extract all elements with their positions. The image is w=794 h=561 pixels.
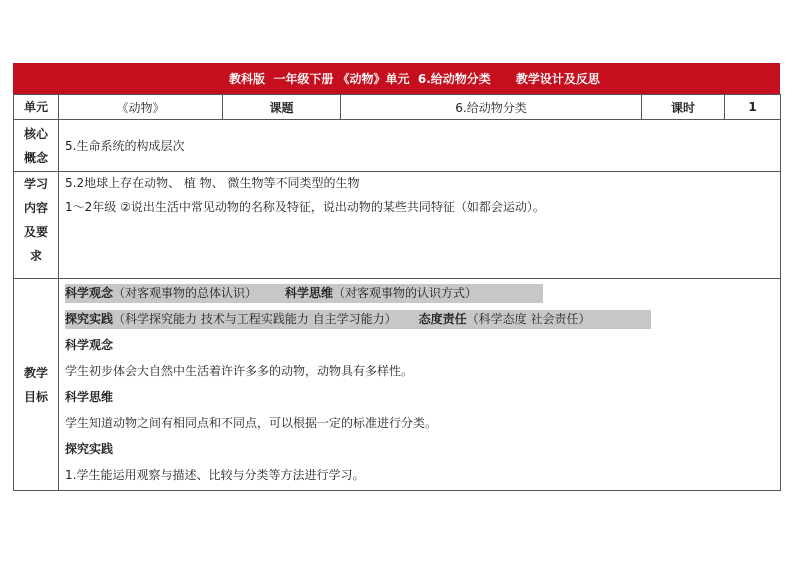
learning-content-row [14,172,781,279]
goal-text-science-thinking: 学生知道动物之间有相同点和不同点，可以根据一定的标准进行分类。 [65,416,438,430]
learning-content-label-line2: 内容 [23,201,48,215]
unit-label: 单元 [14,95,59,120]
goal-category-highlight-1 [65,284,543,303]
goal-category-highlight-2 [65,310,651,329]
goal-heading-inquiry-practice: 探究实践 [65,442,114,456]
learning-content-label [14,172,59,279]
goal-text-inquiry-practice: 1.学生能运用观察与描述、比较与分类等方法进行学习。 [65,468,365,482]
unit-value: 《动物》 [59,95,223,120]
topic-value: 6.给动物分类 [341,95,642,120]
teaching-goals-content [59,279,781,491]
goal-heading-science-thinking: 科学思维 [65,390,114,404]
category-attitude-responsibility-desc: （科学态度 社会责任） [466,312,591,326]
learning-content-label-line4: 求 [29,249,42,263]
teaching-goals-label-line2: 目标 [23,389,48,404]
lesson-plan-table [13,94,781,491]
category-science-concept: 科学观念 [65,286,114,300]
goal-category-row-1 [65,280,774,306]
learning-content-label-line1: 学习 [23,177,48,191]
learning-content-label-line3: 及要 [23,225,48,239]
goal-text-science-concept: 学生初步体会大自然中生活着许许多多的动物，动物具有多样性。 [65,364,414,378]
category-attitude-responsibility: 态度责任 [418,312,467,326]
category-inquiry-practice-desc: （科学探究能力 技术与工程实践能力 自主学习能力） [113,312,397,326]
core-concept-label-line1: 核心 [23,126,48,141]
header-row [14,95,781,120]
goal-heading-science-concept: 科学观念 [65,338,114,352]
core-concept-text: 5.生命系统的构成层次 [59,120,781,172]
core-concept-label-line2: 概念 [23,150,48,165]
learning-content-text [59,172,781,279]
period-label: 课时 [642,95,725,120]
learning-content-line2: 1～2年级 ②说出生活中常见动物的名称及特征，说出动物的某些共同特征（如都会运动）。 [65,200,545,214]
title-banner: 教科版 一年级下册 《动物》单元 6.给动物分类 教学设计及反思 [13,63,780,94]
category-inquiry-practice: 探究实践 [65,312,114,326]
lesson-plan-page [13,63,780,491]
learning-content-line1: 5.2地球上存在动物、 植 物、 微生物等不同类型的生物 [65,176,360,190]
core-concept-label [14,120,59,172]
topic-label: 课题 [223,95,341,120]
category-science-concept-desc: （对客观事物的总体认识） [113,286,258,300]
period-value: 1 [725,95,781,120]
teaching-goals-label [14,279,59,491]
goal-category-row-2 [65,306,774,332]
teaching-goals-row [14,279,781,491]
category-science-thinking: 科学思维 [285,286,334,300]
category-science-thinking-desc: （对客观事物的认识方式） [333,286,478,300]
teaching-goals-label-line1: 教学 [23,365,48,380]
core-concept-row [14,120,781,172]
